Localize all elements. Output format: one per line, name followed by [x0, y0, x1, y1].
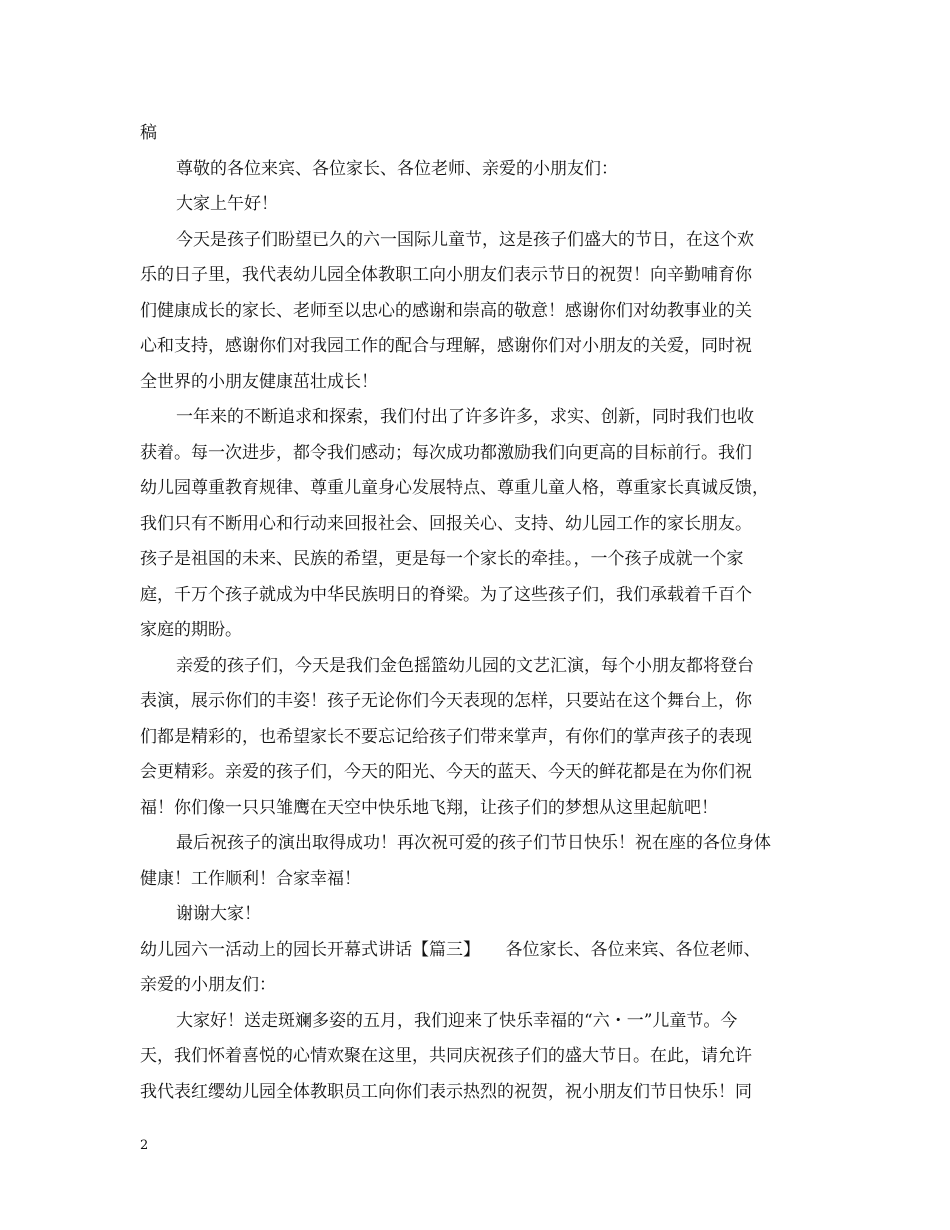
text-line: 乐的日子里，我代表幼儿园全体教职工向小朋友们表示节日的祝贺！向辛勤哺育你 [140, 265, 752, 285]
text-line: 一年来的不断追求和探索，我们付出了许多许多，求实、创新，同时我们也收 [176, 407, 754, 427]
text-line: 我代表红缨幼儿园全体教职员工向你们表示热烈的祝贺，祝小朋友们节日快乐！同 [140, 1081, 752, 1102]
text-line: 谢谢大家！ [176, 904, 261, 924]
text-line: 幼儿园六一活动上的园长开幕式讲话【篇三】 各位家长、各位来宾、各位老师、 [140, 939, 761, 960]
text-line: 亲爱的孩子们，今天是我们金色摇篮幼儿园的文艺汇演，每个小朋友都将登台 [176, 655, 754, 676]
text-line: 稿 [140, 123, 157, 143]
text-line: 全世界的小朋友健康茁壮成长！ [140, 371, 378, 392]
text-line: 大家好！送走斑斓多姿的五月，我们迎来了快乐幸福的“六・一”儿童节。今 [176, 1010, 738, 1031]
text-line: 孩子是祖国的未来、民族的希望，更是每一个家长的牵挂。，一个孩子成就一个家 [140, 549, 744, 569]
text-line: 们健康成长的家长、老师至以忠心的感谢和崇高的敬意！感谢你们对幼教事业的关 [140, 300, 752, 321]
text-line: 健康！工作顺利！合家幸福！ [140, 868, 361, 889]
text-line: 幼儿园尊重教育规律、尊重儿童身心发展特点、尊重儿童人格，尊重家长真诚反馈， [140, 478, 769, 498]
text-line: 心和支持，感谢你们对我园工作的配合与理解，感谢你们对小朋友的关爱，同时祝 [140, 336, 752, 356]
text-line: 我们只有不断用心和行动来回报社会、回报关心、支持、幼儿园工作的家长朋友。 [140, 513, 752, 534]
text-line: 大家上午好！ [176, 194, 278, 214]
text-line: 庭，千万个孩子就成为中华民族明日的脊梁。为了这些孩子们，我们承载着千百个 [140, 584, 752, 605]
text-line: 们都是精彩的，也希望家长不要忘记给孩子们带来掌声，有你们的掌声孩子的表现 [140, 726, 752, 747]
text-line: 家庭的期盼。 [140, 620, 242, 640]
page-number: 2 [140, 1138, 149, 1153]
text-line: 今天是孩子们盼望已久的六一国际儿童节，这是孩子们盛大的节日，在这个欢 [176, 229, 754, 250]
text-line: 会更精彩。亲爱的孩子们，今天的阳光、今天的蓝天、今天的鲜花都是在为你们祝 [140, 762, 752, 782]
body-text [140, 116, 820, 1110]
text-line: 获着。每一次进步，都令我们感动；每次成功都激励我们向更高的目标前行。我们 [140, 442, 752, 463]
text-line: 尊敬的各位来宾、各位家长、各位老师、亲爱的小朋友们： [176, 158, 618, 179]
text-line: 天，我们怀着喜悦的心情欢聚在这里，共同庆祝孩子们的盛大节日。在此，请允许 [140, 1046, 752, 1066]
text-line: 最后祝孩子的演出取得成功！再次祝可爱的孩子们节日快乐！祝在座的各位身体 [176, 833, 771, 853]
text-line: 福！你们像一只只雏鹰在天空中快乐地飞翔，让孩子们的梦想从这里起航吧！ [140, 797, 718, 818]
text-line: 亲爱的小朋友们： [140, 975, 276, 995]
text-line: 表演，展示你们的丰姿！孩子无论你们今天表现的怎样，只要站在这个舞台上，你 [140, 691, 752, 711]
